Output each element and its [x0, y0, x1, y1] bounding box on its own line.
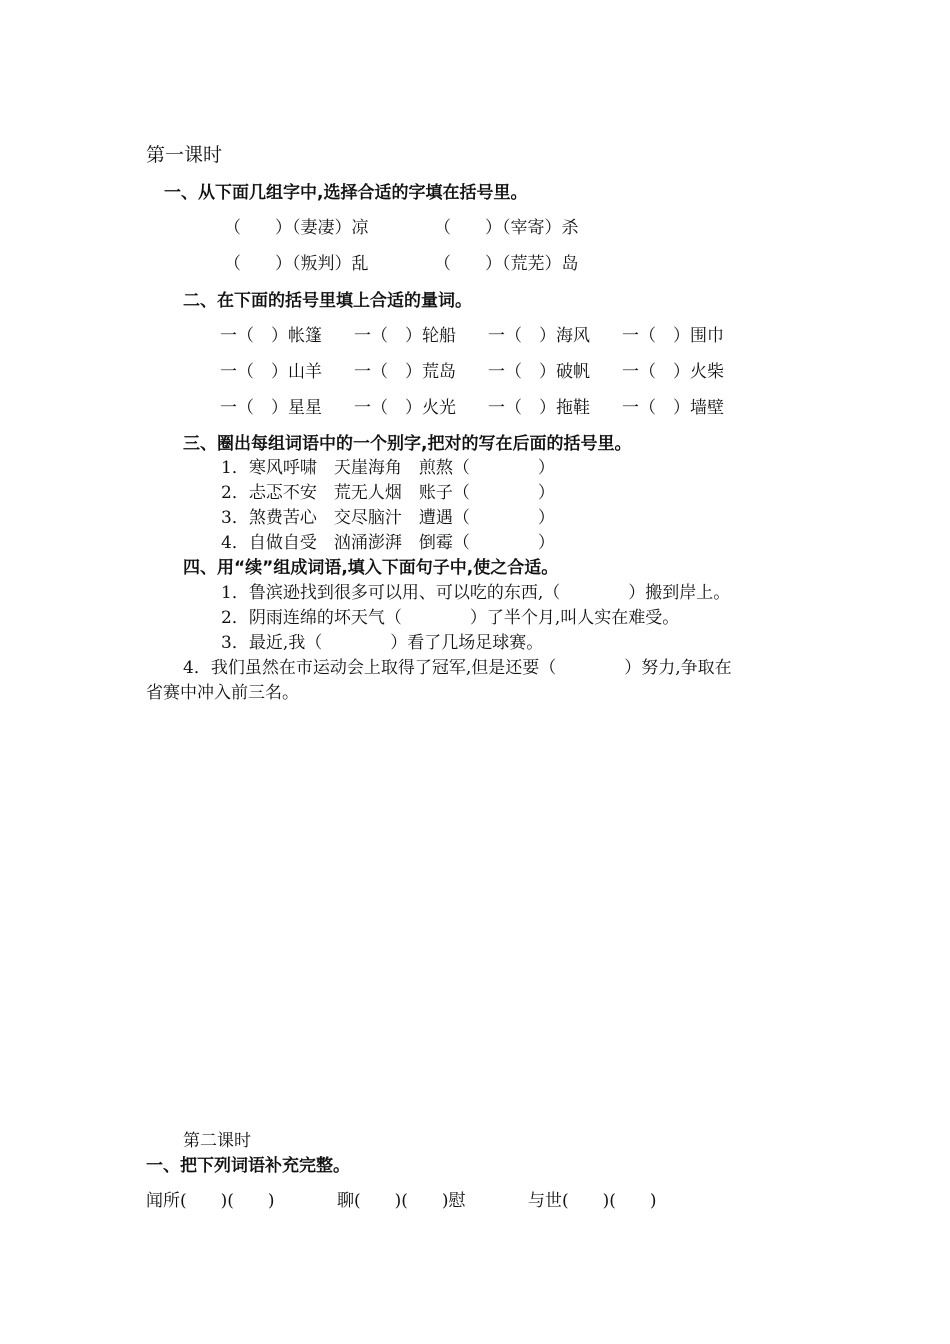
q2-item: 一（ ）火柴: [622, 362, 724, 382]
q4-item: 3．最近,我（ ）看了几场足球赛。: [221, 633, 544, 653]
q1-item: （ ）（宰寄）杀: [434, 218, 579, 238]
q2-heading: 二、在下面的括号里填上合适的量词。: [183, 291, 472, 311]
lesson2-q1-heading: 一、把下列词语补充完整。: [146, 1156, 350, 1176]
q3-item: 3．煞费苦心 交尽脑汁 遭遇（ ）: [221, 508, 555, 528]
q2-item: 一（ ）轮船: [354, 326, 456, 346]
lesson2-q1-item: 与世( )( ): [528, 1191, 657, 1211]
lesson2-q1-item: 闻所( )( ): [146, 1191, 275, 1211]
q1-heading: 一、从下面几组字中,选择合适的字填在括号里。: [164, 183, 528, 203]
q2-item: 一（ ）围巾: [622, 326, 724, 346]
q2-item: 一（ ）拖鞋: [488, 398, 590, 418]
q2-item: 一（ ）山羊: [220, 362, 322, 382]
q4-item: 2．阴雨连绵的坏天气（ ）了半个月,叫人实在难受。: [221, 608, 680, 628]
q3-item: 1．寒风呼啸 天崖海角 煎熬（ ）: [221, 458, 555, 478]
q3-heading: 三、圈出每组词语中的一个别字,把对的写在后面的括号里。: [183, 434, 632, 454]
q4-item: 4．我们虽然在市运动会上取得了冠军,但是还要（ ）努力,争取在: [183, 658, 732, 678]
q2-item: 一（ ）星星: [220, 398, 322, 418]
q1-item: （ ）（荒芜）岛: [434, 254, 579, 274]
lesson2-title: 第二课时: [183, 1131, 251, 1151]
q4-item: 1．鲁滨逊找到很多可以用、可以吃的东西,（ ）搬到岸上。: [221, 583, 731, 603]
q1-item: （ ）（叛判）乱: [224, 254, 369, 274]
q3-item: 2．忐忑不安 荒无人烟 账子（ ）: [221, 483, 555, 503]
q4-heading: 四、用“续”组成词语,填入下面句子中,使之合适。: [183, 558, 559, 578]
q2-item: 一（ ）火光: [354, 398, 456, 418]
q2-item: 一（ ）墙壁: [622, 398, 724, 418]
q2-item: 一（ ）海风: [488, 326, 590, 346]
q4-item-continued: 省赛中冲入前三名。: [146, 683, 299, 703]
q2-item: 一（ ）帐篷: [220, 326, 322, 346]
lesson1-title: 第一课时: [146, 144, 223, 166]
q2-item: 一（ ）破帆: [488, 362, 590, 382]
q2-item: 一（ ）荒岛: [354, 362, 456, 382]
q3-item: 4．自做自受 汹涌澎湃 倒霉（ ）: [221, 533, 555, 553]
lesson2-q1-item: 聊( )( )慰: [337, 1191, 466, 1211]
q1-item: （ ）（妻凄）凉: [224, 218, 369, 238]
